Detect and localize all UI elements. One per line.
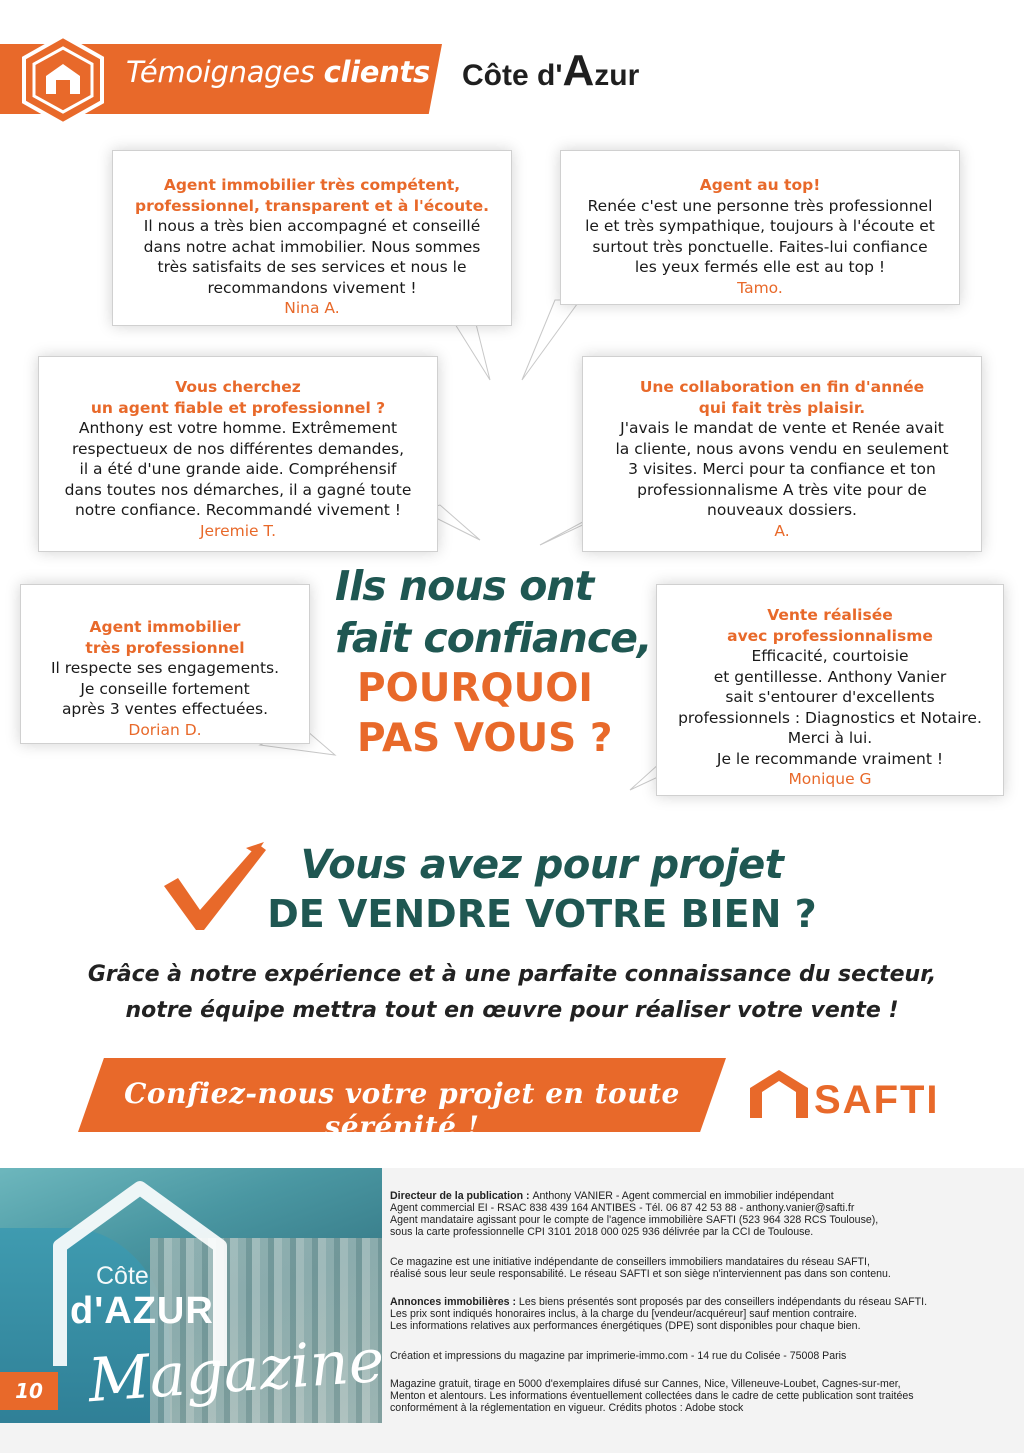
slogan-line: PAS VOUS ?: [357, 716, 613, 761]
testimonial-author: Dorian D.: [128, 720, 202, 739]
testimonial-title: qui fait très plaisir.: [698, 398, 866, 417]
project-subtitle: Grâce à notre expérience et à une parfaite connaissance du secteur,: [87, 962, 937, 987]
testimonial-text: très satisfaits de ses services et nous le: [157, 258, 467, 276]
header-title: Témoignages clients: [126, 55, 430, 89]
project-subtitle: notre équipe mettra tout en œuvre pour réaliser votre vente !: [125, 998, 899, 1023]
testimonial-text: Renée c'est une personne très professionnel: [587, 196, 933, 215]
legal-line: Annonces immobilières : Les biens présentés sont proposés par des conseillers indépendants du réseau SAFTI.: [390, 1296, 928, 1308]
testimonial-text: professionnalisme A très vite pour de: [637, 480, 927, 499]
testimonial-text: le et très sympathique, toujours à l'écoute et: [585, 217, 935, 235]
legal-line: réalisé sous leur seule responsabilité. Le réseau SAFTI et son siège n'interviennent pas dans son contenu.: [390, 1268, 891, 1280]
testimonial-text: dans notre achat immobilier. Nous sommes: [143, 237, 481, 256]
slogan: [335, 560, 655, 764]
testimonial-text: il a été d'une grande aide. Compréhensif: [79, 460, 397, 478]
testimonial-title: Vous cherchez: [175, 378, 301, 396]
testimonial-text: Efficacité, courtoisie: [751, 647, 909, 665]
testimonial-title: un agent fiable et professionnel ?: [90, 398, 386, 417]
testimonial-card: [20, 584, 310, 744]
testimonial-text: Il respecte ses engagements.: [50, 659, 280, 677]
legal-line: Agent commercial EI - RSAC 838 439 164 ANTIBES - Tél. 06 87 42 53 88 - anthony.vanier@safti.fr: [390, 1202, 855, 1214]
testimonial-text: Je le recommande vraiment !: [716, 749, 944, 768]
testimonial-title: professionnel, transparent et à l'écoute.: [135, 196, 489, 215]
testimonial-card: [560, 150, 960, 305]
testimonial-title: avec professionnalisme: [727, 626, 933, 645]
project-title: Vous avez pour projet: [300, 842, 784, 888]
testimonial-text: Anthony est votre homme. Extrêmement: [78, 419, 398, 437]
legal-line: sous la carte professionnelle CPI 3101 2018 000 025 936 délivrée par la CCI de Toulouse.: [390, 1226, 814, 1238]
testimonial-text: la cliente, nous avons vendu en seulement: [615, 439, 949, 458]
safti-logo-text: SAFTI: [814, 1078, 940, 1122]
testimonial-text: notre confiance. Recommandé vivement !: [74, 501, 401, 519]
magazine-title-script: Magazine: [85, 1325, 387, 1417]
testimonial-text: et gentillesse. Anthony Vanier: [713, 667, 947, 686]
legal-line: Les prix sont indiqués honoraires inclus, à la charge du [vendeur/acquéreur] sauf mention contraire.: [390, 1308, 857, 1320]
testimonial-author: A.: [774, 521, 790, 540]
testimonial-title: Une collaboration en fin d'année: [639, 378, 925, 396]
cta-banner-text: Confiez-nous votre projet en toute sérénité !: [124, 1077, 680, 1143]
testimonial-text: respectueux de nos différentes demandes,: [71, 439, 405, 458]
page-number: 10: [0, 1372, 58, 1410]
legal-line: Ce magazine est une initiative indépendante de conseillers immobiliers mandataires du réseau SAFTI,: [390, 1256, 870, 1268]
legal-line: Menton et alentours. Les informations éventuellement collectées dans le cadre de cette publication sont traitées: [390, 1390, 914, 1402]
testimonial-text: surtout très ponctuelle. Faites-lui confiance: [592, 237, 928, 256]
testimonial-text: dans toutes nos démarches, il a gagné toute: [64, 480, 412, 499]
testimonial-text: les yeux fermés elle est au top !: [634, 258, 886, 276]
testimonial-title: Vente réalisée: [767, 606, 893, 624]
testimonial-author: Tamo.: [737, 278, 783, 297]
header-region: Côte d'Azur: [462, 46, 640, 95]
magazine-title-cote: Côte: [96, 1262, 149, 1290]
testimonial-text: 3 visites. Merci pour ta confiance et ton: [628, 460, 936, 478]
testimonial-text: recommandons vivement !: [207, 278, 417, 297]
testimonial-text: après 3 ventes effectuées.: [61, 700, 269, 718]
testimonial-card: [112, 150, 512, 326]
slogan-line: Ils nous ont: [335, 562, 594, 610]
testimonial-author: Monique G: [788, 770, 872, 788]
testimonial-title: Agent immobilier très compétent,: [163, 176, 461, 194]
safti-house-icon: [748, 1068, 810, 1120]
legal-line: Les informations relatives aux performances énergétiques (DPE) sont disponibles pour chaque bien.: [390, 1320, 861, 1332]
legal-line: Création et impressions du magazine par imprimerie-immo.com - 14 rue du Colisée - 75008 Paris: [390, 1350, 847, 1362]
legal-line: Magazine gratuit, tirage en 5000 d'exemplaires difusé sur Cannes, Nice, Villeneuve-Loubet, Cagnes-sur-mer,: [390, 1378, 901, 1390]
testimonial-card: [656, 584, 1004, 796]
testimonial-text: Je conseille fortement: [80, 679, 250, 698]
slogan-line: POURQUOI: [357, 666, 593, 711]
testimonial-text: Merci à lui.: [787, 729, 873, 747]
legal-line: Directeur de la publication : Anthony VANIER - Agent commercial en immobilier indépendant: [390, 1190, 834, 1202]
project-title-caps: DE VENDRE VOTRE BIEN ?: [267, 892, 817, 936]
testimonial-title: Agent immobilier: [89, 618, 241, 636]
magazine-title-azur: d'AZUR: [70, 1290, 214, 1332]
testimonial-title: Agent au top!: [699, 176, 821, 194]
testimonial-text: Il nous a très bien accompagné et conseillé: [143, 217, 481, 235]
testimonial-text: J'avais le mandat de vente et Renée avait: [620, 419, 944, 437]
testimonial-author: Jeremie T.: [199, 521, 277, 540]
testimonial-author: Nina A.: [284, 299, 340, 317]
testimonial-text: nouveaux dossiers.: [707, 501, 857, 519]
slogan-line: fait confiance,: [335, 614, 652, 662]
testimonial-text: sait s'entourer d'excellents: [725, 688, 935, 706]
legal-line: conformément à la réglementation en vigueur. Crédits photos : Adobe stock: [390, 1402, 744, 1414]
testimonial-card: [38, 356, 438, 552]
legal-line: Agent mandataire agissant pour le compte de l'agence immobilière SAFTI (523 964 328 RCS Toulouse),: [390, 1214, 879, 1226]
testimonial-text: professionnels : Diagnostics et Notaire.: [678, 708, 982, 727]
testimonial-card: [582, 356, 982, 552]
testimonial-title: très professionnel: [85, 638, 245, 657]
